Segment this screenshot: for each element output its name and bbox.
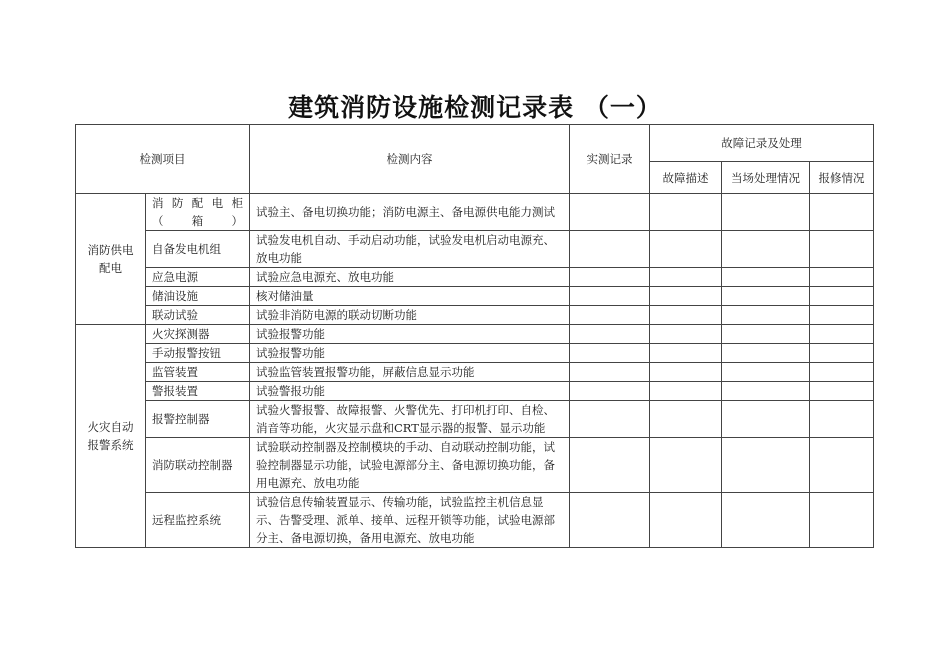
fault-desc-cell[interactable]	[650, 231, 722, 268]
repair-cell[interactable]	[810, 382, 874, 401]
row-content: 核对储油量	[250, 287, 570, 306]
row-item: 火灾探测器	[146, 325, 250, 344]
row-content: 试验报警功能	[250, 344, 570, 363]
header-fault-group: 故障记录及处理	[650, 125, 874, 162]
row-item: 自备发电机组	[146, 231, 250, 268]
onsite-cell[interactable]	[722, 382, 810, 401]
table-row	[76, 344, 874, 363]
row-content: 试验主、备电切换功能；消防电源主、备电源供电能力测试	[250, 194, 570, 231]
measured-cell[interactable]	[570, 401, 650, 438]
inspection-record-table	[75, 124, 874, 548]
repair-cell[interactable]	[810, 363, 874, 382]
measured-cell[interactable]	[570, 231, 650, 268]
row-content: 试验报警功能	[250, 325, 570, 344]
table-row	[76, 401, 874, 438]
measured-cell[interactable]	[570, 382, 650, 401]
fault-desc-cell[interactable]	[650, 363, 722, 382]
row-item: 联动试验	[146, 306, 250, 325]
repair-cell[interactable]	[810, 325, 874, 344]
measured-cell[interactable]	[570, 363, 650, 382]
table-row	[76, 306, 874, 325]
repair-cell[interactable]	[810, 344, 874, 363]
row-item: 远程监控系统	[146, 493, 250, 548]
header-content: 检测内容	[250, 125, 570, 194]
row-item: 消防联动控制器	[146, 438, 250, 493]
fault-desc-cell[interactable]	[650, 401, 722, 438]
onsite-cell[interactable]	[722, 287, 810, 306]
fault-desc-cell[interactable]	[650, 438, 722, 493]
measured-cell[interactable]	[570, 194, 650, 231]
onsite-cell[interactable]	[722, 231, 810, 268]
row-item: 监管装置	[146, 363, 250, 382]
table-row	[76, 382, 874, 401]
repair-cell[interactable]	[810, 231, 874, 268]
fault-desc-cell[interactable]	[650, 325, 722, 344]
measured-cell[interactable]	[570, 493, 650, 548]
table-row	[76, 493, 874, 548]
row-content: 试验火警报警、故障报警、火警优先、打印机打印、自检、消音等功能，火灾显示盘和CRT显示器的报警、显示功能	[250, 401, 570, 438]
row-item: 储油设施	[146, 287, 250, 306]
fault-desc-cell[interactable]	[650, 194, 722, 231]
fault-desc-cell[interactable]	[650, 268, 722, 287]
fault-desc-cell[interactable]	[650, 344, 722, 363]
onsite-cell[interactable]	[722, 493, 810, 548]
measured-cell[interactable]	[570, 325, 650, 344]
fault-desc-cell[interactable]	[650, 493, 722, 548]
onsite-cell[interactable]	[722, 401, 810, 438]
table-row	[76, 287, 874, 306]
repair-cell[interactable]	[810, 287, 874, 306]
measured-cell[interactable]	[570, 438, 650, 493]
header-fault-desc: 故障描述	[650, 162, 722, 194]
repair-cell[interactable]	[810, 493, 874, 548]
group-name: 消防供电配电	[76, 194, 146, 325]
row-content: 试验信息传输装置显示、传输功能，试验监控主机信息显示、告警受理、派单、接单、远程开锁等功能，试验电源部分主、备电源切换，备用电源充、放电功能	[250, 493, 570, 548]
table-row	[76, 325, 874, 344]
row-item: 报警控制器	[146, 401, 250, 438]
onsite-cell[interactable]	[722, 268, 810, 287]
row-content: 试验发电机自动、手动启动功能，试验发电机启动电源充、放电功能	[250, 231, 570, 268]
header-repair: 报修情况	[810, 162, 874, 194]
repair-cell[interactable]	[810, 306, 874, 325]
fault-desc-cell[interactable]	[650, 306, 722, 325]
table-row	[76, 268, 874, 287]
row-item: 手动报警按钮	[146, 344, 250, 363]
repair-cell[interactable]	[810, 401, 874, 438]
fault-desc-cell[interactable]	[650, 382, 722, 401]
onsite-cell[interactable]	[722, 194, 810, 231]
measured-cell[interactable]	[570, 344, 650, 363]
page-title: 建筑消防设施检测记录表 （一）	[288, 93, 662, 122]
row-content: 试验监管装置报警功能，屏蔽信息显示功能	[250, 363, 570, 382]
row-item: 警报装置	[146, 382, 250, 401]
row-content: 试验应急电源充、放电功能	[250, 268, 570, 287]
repair-cell[interactable]	[810, 194, 874, 231]
row-item: 消 防 配 电 柜（箱）	[146, 194, 250, 231]
onsite-cell[interactable]	[722, 438, 810, 493]
table-row	[76, 363, 874, 382]
repair-cell[interactable]	[810, 268, 874, 287]
onsite-cell[interactable]	[722, 344, 810, 363]
row-content: 试验警报功能	[250, 382, 570, 401]
row-content: 试验联动控制器及控制模块的手动、自动联动控制功能，试验控制器显示功能，试验电源部分主、备电源切换功能，备用电源充、放电功能	[250, 438, 570, 493]
row-item: 应急电源	[146, 268, 250, 287]
header-item: 检测项目	[76, 125, 250, 194]
group-name: 火灾自动报警系统	[76, 325, 146, 548]
onsite-cell[interactable]	[722, 325, 810, 344]
measured-cell[interactable]	[570, 306, 650, 325]
measured-cell[interactable]	[570, 268, 650, 287]
onsite-cell[interactable]	[722, 306, 810, 325]
repair-cell[interactable]	[810, 438, 874, 493]
header-onsite: 当场处理情况	[722, 162, 810, 194]
table-row	[76, 438, 874, 493]
header-measured: 实测记录	[570, 125, 650, 194]
table-row	[76, 231, 874, 268]
measured-cell[interactable]	[570, 287, 650, 306]
row-content: 试验非消防电源的联动切断功能	[250, 306, 570, 325]
table-row	[76, 194, 874, 231]
fault-desc-cell[interactable]	[650, 287, 722, 306]
onsite-cell[interactable]	[722, 363, 810, 382]
